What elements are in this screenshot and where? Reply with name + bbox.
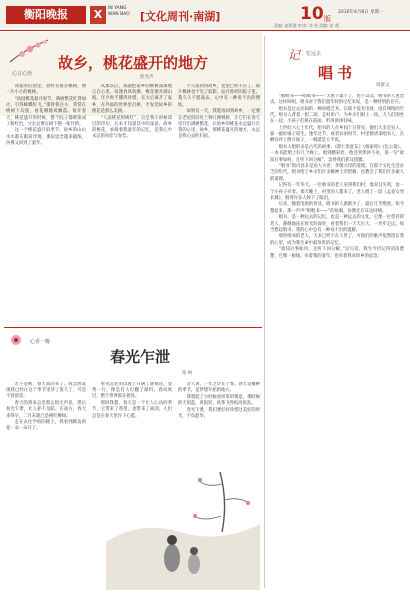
article1-title: 故乡，桃花盛开的地方 [58,54,209,72]
article2-tag: 心香一瓣 [30,339,51,345]
newspaper-logo: 衡阳晚报 [6,6,86,24]
section-title: [文化周刊·南湖] [140,10,221,23]
x-logo: X [90,6,106,24]
article1-tag: 心言心语 [12,71,33,77]
article3-kicker: 忆远去 [306,51,322,57]
editor-credits: 责编: 赵铭漫 审读: 刘 苑 美编: 赵 霞 [274,23,339,28]
masthead [0,0,410,30]
header-rule [0,30,410,31]
article1-column-2: 从那以后，我就把家乡的桃树深深地记在心里。每逢春风吹拂，桃花便开满山坡。年少时不懂得珍惜，长大后离开了家乡，在外面的世界里打拼，才发觉故乡的桃花是那么美丽。 “人面桃花相映红”，这是我小时候读过的诗句，后来才知道其中的深意。故乡的桃花，承载着我童年的记忆，是我心中永远的牵挂与眷恋。 [92,84,172,140]
article2-title: 春光乍泄 [110,348,171,366]
column-divider [264,36,265,588]
issue-date: 2016年4月8日 星期一 [338,10,384,15]
page-number: 10 [300,4,324,24]
article2-column-3: 诗人说，一年之计在于春。春天是播种的季节，是梦想开始的地方。 我想起了小时候放风筝的情景，那时候的天很蓝，风很轻，风筝飞得很高很高。 春光乍泄，我们要好好珍惜这美好的时光，不负韶华。 [178,382,260,420]
article2-column-1: 若不是被，春天真的来了。我忽然发现我已经在这个季节里待了很久了，可是不曾留意。 春天的到来总是那么悄无声息，然后春光乍泄，让人猝不及防。在南方，春天来得早，二月末就已是桃红柳绿。 走在去往学校的路上，我看到路边的花一朵一朵开了。 [6,382,86,432]
article2-column-2: 看见远处的山坡上开满了油菜花，金黄一片，像是有人打翻了颜料。春风吹过，整个世界都在摇晃。 那时我想，春天是一个让人心动的季节，它带来了希望，也带来了离别，人们总是在春天里许下心愿。 [92,382,172,419]
page-suffix: 版 [324,15,331,23]
article2-byline: 张 柯 [182,371,193,376]
article3-title: 唱书 [318,64,357,82]
branch-icon [8,36,52,66]
ink-painting-illustration [100,462,262,590]
xlogo-subtitle: IN YANG WAN BAO [108,6,130,17]
article3-ji-mark: 记 [288,48,301,62]
article1-byline: 彭光声 [140,75,154,80]
article1-column-1: 我家的后园里，曾经有很多桃树，像一片小小的桃林。 “故园桃花最开时节，满树繁花红得如火，引得蜂蝶纷飞。”那时我还小，常常在桃树下玩耍，看花瓣随风飘落。每年春天，桃花盛开的时候，整个院子都被染成了粉红色，父亲总要在树下摆一张竹椅。 这一个桃花盛开的季节，故乡的山山水水都在眼前浮现，那份思念越来越浓，仿佛又回到了童年。 [6,84,86,146]
section-divider [4,327,262,328]
article3-body: “唱唱书——唱唱书——”天底下最不了，也不以卖，唱书的人也比卖，这样叫唱。唱书对于我们童年时的记忆来说，是一种特别的存在。 唱书是过去民间的一种说唱艺术。在那个没有电视、没有网络的年代，唱书人背着一把二胡，走村串户，为乡亲们唱上一段。大人们围坐在一起，小孩子们挤在前面，听得津津有味。 上世纪六七十年代，唱书的人在乡间十分常见。他们大多是盲人，靠一副好嗓子谋生。逢年过节，或者农闲时节，村里便请来唱书人，在晒谷坪上摆开场子，一唱就是大半夜。 唱书人唱的多是古代的故事，《薛仁贵征东》《杨家将》《包公案》，一本书能唱上好几个晚上。唱到精彩处，他会突然停下来，说一句“欲知后事如何，且听下回分解”，急得我们抓耳挠腮。 “唱书”的内容多是劝人为善、孝敬父母的道理。在那个文化生活贫乏的年代，唱书给了乡亲们许多精神上的慰藉，也教会了我们许多做人的道理。 记得有一年冬天，一位唱书的老人来到我们村，他双目失明，由一个小孙子牵着。那天晚上，村里的人都来了，老人唱了一段《孟姜女哭长城》，唱得许多人掉下了眼泪。 后来，随着电视的普及，唱书的人渐渐少了，最后几乎绝迹。如今想起来，那一声声“唱唱书——”的吆喝，仿佛还在耳边回响。 唱书，是一种远去的记忆，也是一种远去的文化。它像一位慈祥的老人，静静地站在时光的深处，看着我们一天天长大，一步步走远。每当想起唱书，我的心中总有一种说不出的温暖。 那些唱书的老人，大多已经不在人世了，可他们的歌声依然留在我的心里，成为我生命中最珍贵的记忆。 “欲知后事如何，且听下回分解。”这句话，我至今仍记得清清楚楚，它像一根线，牵着我的童年，也牵着我对故乡的思念。 [270,94,404,259]
article3-byline: 周群文 [376,83,390,88]
article1-column-3: 不久前回到故乡，老屋已经不在了，那片桃林也不见了踪影。站在曾经的院子里，我久久不愿离去，心中有一种说不出的惆怅。 如果有一天，我能再回到故乡，一定要在老屋的旧址上种几棵桃树，让它们在春天里开出满树繁花，让故乡的桃花永远盛开在我的心里。故乡，那桃花盛开的地方，永远是我心灵的归宿。 [178,84,260,140]
flower-icon [8,332,28,348]
